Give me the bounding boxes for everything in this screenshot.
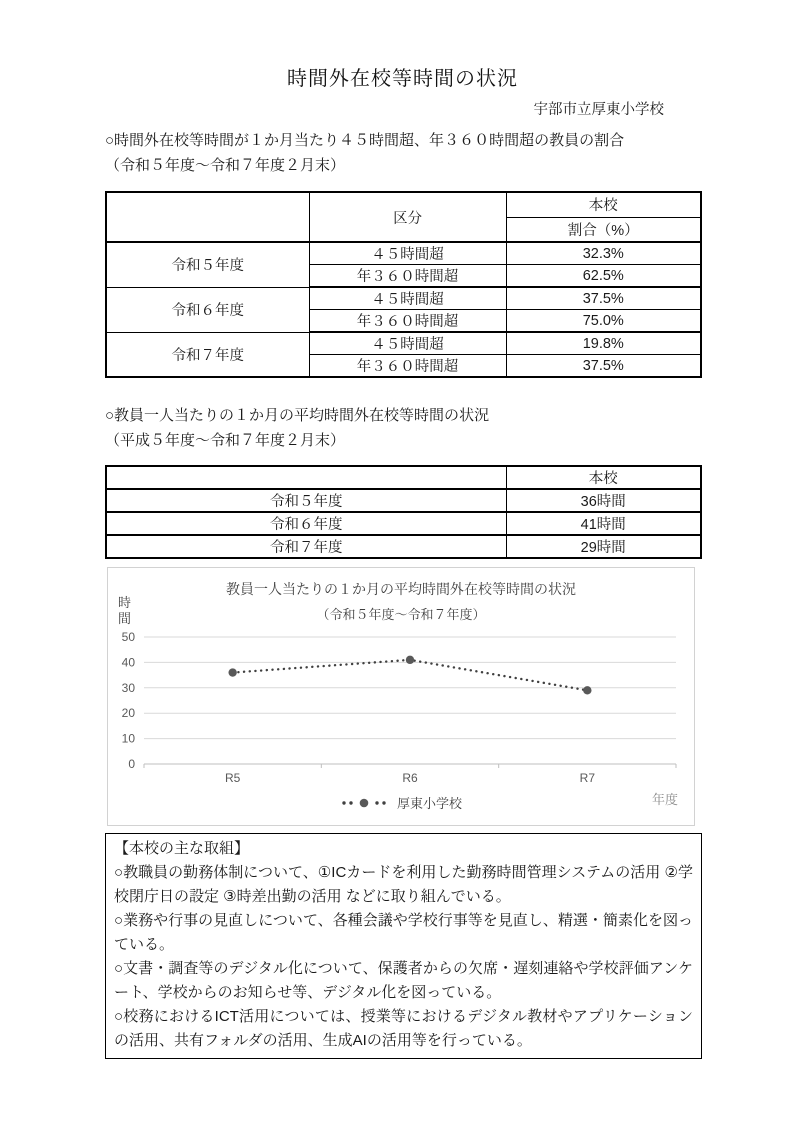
section2-heading	[105, 403, 700, 453]
category-cell: 年３６０時間超	[309, 265, 506, 288]
value-cell: 62.5%	[506, 265, 701, 288]
chart-title: 教員一人当たりの１か月の平均時間外在校等時間の状況	[226, 581, 576, 597]
table-row	[106, 535, 701, 558]
year-cell: 令和６年度	[106, 287, 309, 332]
x-axis-label: 年度	[651, 792, 678, 807]
svg-text:R6: R6	[402, 771, 418, 785]
category-cell: 年３６０時間超	[309, 310, 506, 333]
table-row	[106, 242, 701, 265]
table-row	[106, 489, 701, 512]
legend-label: 厚東小学校	[396, 796, 462, 811]
svg-text:0: 0	[128, 757, 135, 771]
value-cell: 37.5%	[506, 287, 701, 310]
unit-header-cell: 割合（%）	[506, 217, 701, 242]
value-cell: 41時間	[506, 512, 701, 535]
line-chart	[107, 567, 695, 826]
category-cell: ４５時間超	[309, 242, 506, 265]
value-cell: 19.8%	[506, 332, 701, 355]
value-cell: 36時間	[506, 489, 701, 512]
school-header-cell: 本校	[506, 466, 701, 489]
chart-subtitle: （令和５年度～令和７年度）	[316, 607, 486, 622]
svg-text:R7: R7	[579, 771, 596, 785]
school-header-cell: 本校	[506, 192, 701, 217]
year-cell: 令和６年度	[106, 512, 506, 535]
initiative-item: ○教職員の勤務体制について、①ICカードを利用した勤務時間管理システムの活用 ②学校閉庁日の設定 ③時差出勤の活用 などに取り組んでいる。	[114, 864, 693, 905]
category-cell: ４５時間超	[309, 287, 506, 310]
value-cell: 37.5%	[506, 355, 701, 378]
legend-marker-icon	[340, 797, 388, 809]
line-chart-svg	[108, 626, 694, 792]
svg-text:10: 10	[121, 731, 135, 746]
category-cell: 年３６０時間超	[309, 355, 506, 378]
initiative-item: ○文書・調査等のデジタル化について、保護者からの欠席・遅刻連絡や学校評価アンケート、学校からのお知らせ等、デジタル化を図っている。	[114, 960, 693, 1001]
section2-heading-text: ○教員一人当たりの１か月の平均時間外在校等時間の状況	[105, 407, 490, 424]
initiatives-box	[105, 833, 702, 1059]
value-cell: 29時間	[506, 535, 701, 558]
svg-text:50: 50	[121, 630, 135, 644]
section2-period: （平成５年度～令和７年度２月末）	[105, 432, 346, 449]
document-content	[105, 0, 700, 1059]
initiatives-title: 【本校の主な取組】	[114, 840, 250, 857]
y-axis-label: 時間	[117, 595, 131, 626]
category-cell: ４５時間超	[309, 332, 506, 355]
svg-text:30: 30	[121, 680, 135, 695]
table-average-hours	[105, 465, 702, 559]
page-title: 時間外在校等時間の状況	[287, 68, 518, 90]
category-header-cell: 区分	[309, 192, 506, 242]
year-cell: 令和５年度	[106, 489, 506, 512]
table-row	[106, 287, 701, 310]
table-overtime-ratio	[105, 191, 702, 378]
empty-header-cell	[106, 192, 309, 242]
value-cell: 32.3%	[506, 242, 701, 265]
school-name: 宇部市立厚東小学校	[533, 102, 664, 118]
empty-header-cell	[106, 466, 506, 489]
section1-heading-text: ○時間外在校等時間が１か月当たり４５時間超、年３６０時間超の教員の割合	[105, 132, 625, 149]
value-cell: 75.0%	[506, 310, 701, 333]
initiative-item: ○校務におけるICT活用については、授業等におけるデジタル教材やアプリケーションの活用、共有フォルダの活用、生成AIの活用等を行っている。	[114, 1008, 693, 1049]
table-header-row	[106, 466, 701, 489]
table-row	[106, 512, 701, 535]
table-header-row	[106, 192, 701, 217]
initiative-item: ○業務や行事の見直しについて、各種会議や学校行事等を見直し、精選・簡素化を図っている。	[114, 912, 693, 953]
section1-period: （令和５年度～令和７年度２月末）	[105, 157, 346, 174]
plot-area	[108, 626, 694, 797]
svg-text:R5: R5	[224, 771, 241, 785]
svg-text:40: 40	[121, 655, 135, 670]
section1-heading	[105, 128, 700, 178]
year-cell: 令和７年度	[106, 535, 506, 558]
year-cell: 令和５年度	[106, 242, 309, 287]
table-row	[106, 332, 701, 355]
svg-text:20: 20	[121, 706, 135, 721]
year-cell: 令和７年度	[106, 332, 309, 377]
